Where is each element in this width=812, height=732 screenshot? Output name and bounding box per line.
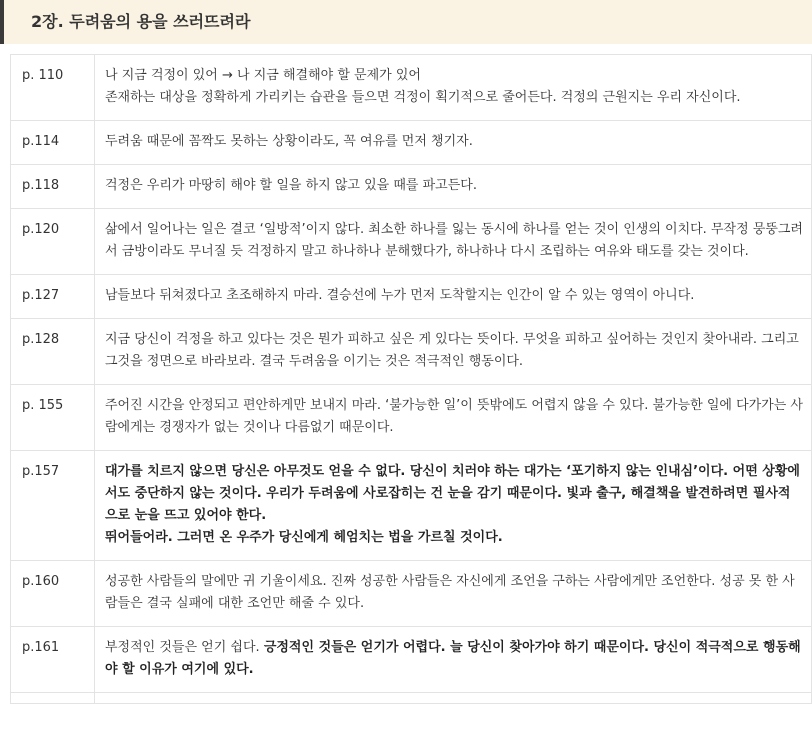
quote-text xyxy=(95,55,812,121)
page-number: p.120 xyxy=(11,209,95,275)
quote-text xyxy=(95,385,812,451)
quote-line: 주어진 시간을 안정되고 편안하게만 보내지 마라. ‘불가능한 일’이 뜻밖에도 어렵지 않을 수 있다. 불가능한 일에 다가가는 사람에게는 경쟁자가 없는 것이나 다름없기 때문이다. xyxy=(105,398,803,435)
section-title: 2장. 두려움의 용을 쓰러뜨려라 xyxy=(31,12,251,31)
quote-line: 남들보다 뒤쳐졌다고 초조해하지 마라. 결승선에 누가 먼저 도착할지는 인간이 알 수 있는 영역이 아니다. xyxy=(105,288,695,303)
quote-line: 대가를 치르지 않으면 당신은 아무것도 얻을 수 없다. 당신이 치러야 하는 대가는 ‘포기하지 않는 인내심’이다. 어떤 상황에서도 중단하지 않는 것이다. 우리가 두려움에 사로잡히는 건 눈을 감기 때문이다. 빛과 출구, 해결책을 발견하려면 필사적으로 눈을 뜨고 있어야 한다. xyxy=(105,464,800,523)
table-row xyxy=(11,451,812,561)
quote-text xyxy=(95,693,812,704)
page-number: p.161 xyxy=(11,627,95,693)
quote-text xyxy=(95,319,812,385)
page-number: p. 110 xyxy=(11,55,95,121)
page-number: p.157 xyxy=(11,451,95,561)
page-number: p.114 xyxy=(11,121,95,165)
quote-text xyxy=(95,451,812,561)
quote-line: 삶에서 일어나는 일은 결코 ‘일방적’이지 않다. 최소한 하나를 잃는 동시에 하나를 얻는 것이 인생의 이치다. 무작정 뭉뚱그려서 금방이라도 무너질 듯 걱정하지 말고 하나하나 분해했다가, 하나하나 다시 조립하는 여유와 태도를 갖는 것이다. xyxy=(105,222,803,259)
quote-line: 지금 당신이 걱정을 하고 있다는 것은 뭔가 피하고 싶은 게 있다는 뜻이다. 무엇을 피하고 싶어하는 것인지 찾아내라. 그리고 그것을 정면으로 바라보라. 결국 두려움을 이기는 것은 적극적인 행동이다. xyxy=(105,332,799,369)
table-row xyxy=(11,627,812,693)
quote-bold-part: 긍정적인 것들은 얻기가 어렵다. 늘 당신이 찾아가야 하기 때문이다. 당신이 적극적으로 행동해야 할 이유가 여기에 있다. xyxy=(105,640,801,677)
page-number: p.160 xyxy=(11,561,95,627)
quote-text xyxy=(95,275,812,319)
section-header xyxy=(0,0,812,44)
table-row xyxy=(11,165,812,209)
quote-text xyxy=(95,627,812,693)
page-number xyxy=(11,693,95,704)
table-row xyxy=(11,561,812,627)
table-row xyxy=(11,693,812,704)
quote-text xyxy=(95,121,812,165)
quote-line: 나 지금 걱정이 있어 → 나 지금 해결해야 할 문제가 있어 xyxy=(105,68,421,83)
page-number: p. 155 xyxy=(11,385,95,451)
page-number: p.127 xyxy=(11,275,95,319)
quote-line xyxy=(105,637,803,681)
quote-line: 뛰어들어라. 그러면 온 우주가 당신에게 헤엄치는 법을 가르칠 것이다. xyxy=(105,530,503,545)
quote-table xyxy=(10,54,812,704)
table-row xyxy=(11,275,812,319)
quote-line: 성공한 사람들의 말에만 귀 기울이세요. 진짜 성공한 사람들은 자신에게 조언을 구하는 사람에게만 조언한다. 성공 못 한 사람들은 결국 실패에 대한 조언만 해줄 수 있다. xyxy=(105,574,795,611)
quote-text xyxy=(95,165,812,209)
quote-text xyxy=(95,209,812,275)
quote-text xyxy=(95,561,812,627)
table-row xyxy=(11,319,812,385)
page-number: p.118 xyxy=(11,165,95,209)
quote-plain-part: 부정적인 것들은 얻기 쉽다. xyxy=(105,640,264,655)
table-row xyxy=(11,55,812,121)
quote-line: 존재하는 대상을 정확하게 가리키는 습관을 들으면 걱정이 획기적으로 줄어든다. 걱정의 근원지는 우리 자신이다. xyxy=(105,90,741,105)
table-row xyxy=(11,121,812,165)
table-row xyxy=(11,385,812,451)
table-row xyxy=(11,209,812,275)
quote-line: 걱정은 우리가 마땅히 해야 할 일을 하지 않고 있을 때를 파고든다. xyxy=(105,178,477,193)
page-number: p.128 xyxy=(11,319,95,385)
quote-line: 두려움 때문에 꼼짝도 못하는 상황이라도, 꼭 여유를 먼저 챙기자. xyxy=(105,134,473,149)
